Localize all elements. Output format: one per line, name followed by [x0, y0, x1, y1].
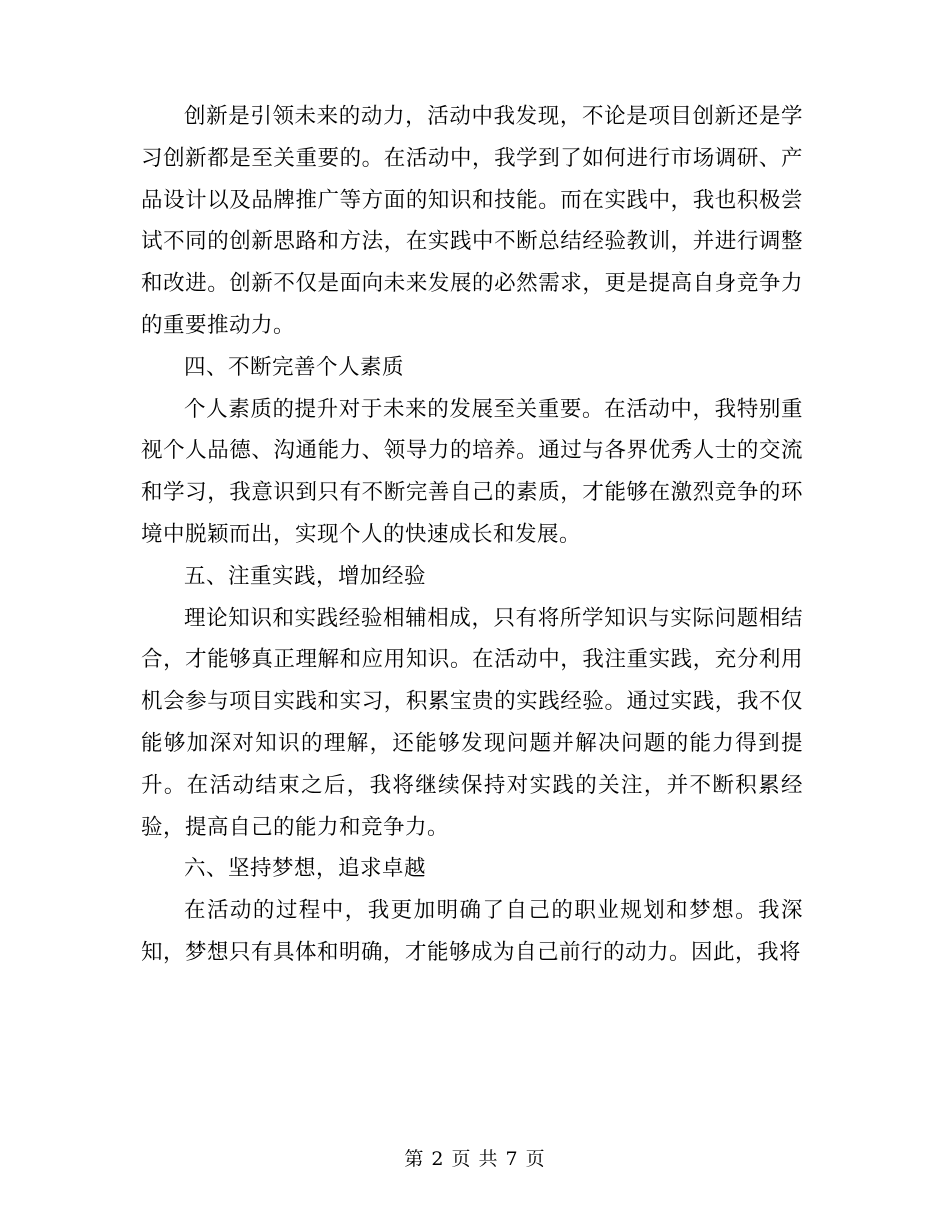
paragraph-innovation: 创新是引领未来的动力，活动中我发现，不论是项目创新还是学习创新都是至关重要的。在活动中，我学到了如何进行市场调研、产品设计以及品牌推广等方面的知识和技能。而在实践中，我也积极尝试不同的创新思路和方法，在实践中不断总结经验教训，并进行调整和改进。创新不仅是面向未来发展的必然需求，更是提高自身竞争力的重要推动力。 — [141, 104, 803, 338]
section-heading-6: 六、坚持梦想，追求卓越 — [184, 856, 427, 882]
document-body — [141, 96, 803, 974]
section-heading-5: 五、注重实践，增加经验 — [184, 563, 427, 589]
paragraph-personal-quality: 个人素质的提升对于未来的发展至关重要。在活动中，我特别重视个人品德、沟通能力、领导力的培养。通过与各界优秀人士的交流和学习，我意识到只有不断完善自己的素质，才能够在激烈竞争的环境中脱颖而出，实现个人的快速成长和发展。 — [141, 396, 803, 547]
paragraph-practice: 理论知识和实践经验相辅相成，只有将所学知识与实际问题相结合，才能够真正理解和应用知识。在活动中，我注重实践，充分利用机会参与项目实践和实习，积累宝贵的实践经验。通过实践，我不仅能够加深对知识的理解，还能够发现问题并解决问题的能力得到提升。在活动结束之后，我将继续保持对实践的关注，并不断积累经验，提高自己的能力和竞争力。 — [141, 605, 803, 840]
page-footer: 第 2 页 共 7 页 — [404, 1148, 546, 1170]
paragraph-dream: 在活动的过程中，我更加明确了自己的职业规划和梦想。我深知，梦想只有具体和明确，才能够成为自己前行的动力。因此，我将 — [141, 898, 803, 965]
section-heading-4: 四、不断完善个人素质 — [184, 354, 405, 380]
